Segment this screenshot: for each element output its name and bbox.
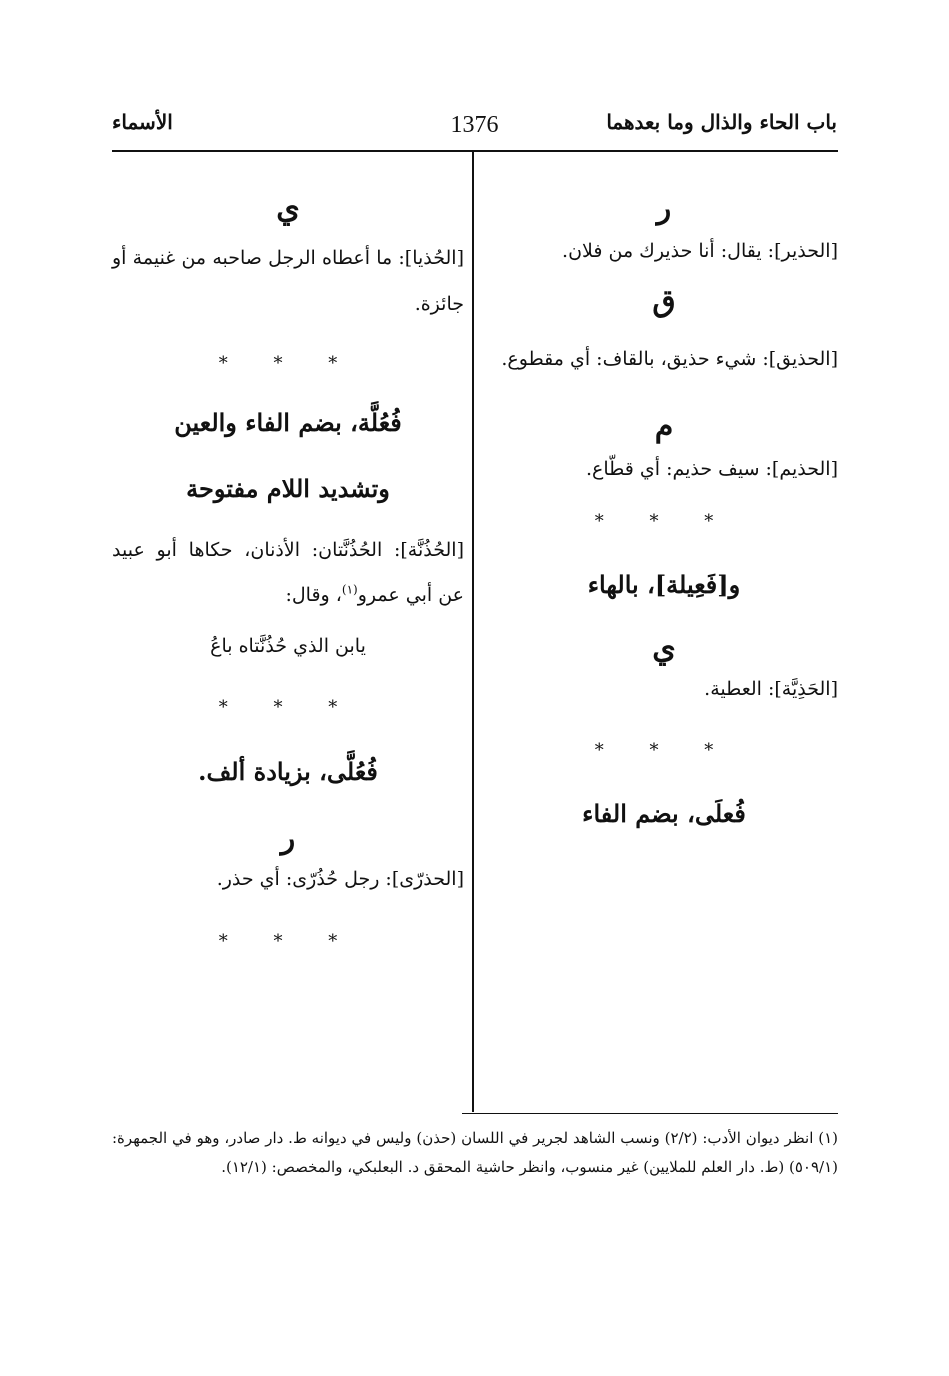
column-divider [472, 152, 474, 1112]
footnote: (١) انظر ديوان الأدب: (٢/٢) ونسب الشاهد لجرير في اللسان (حذن) وليس في ديوانه ط. دار صادر، وهو في الجمهرة: (٥٠٩/١) (ط. دار العلم للملايين) غير منسوب، وانظر حاشية المحقق د. البعلبكي، والمخصص: (١٢/١). [112, 1129, 838, 1176]
left-column [112, 180, 464, 954]
letter-heading-r: ر [280, 821, 296, 857]
entry-al-hudhurra: [الحذرّى]: رجل حُذُرّى: أي حذر. [216, 868, 464, 891]
entry-al-hudhunna-tail: ، وقال: [285, 584, 342, 607]
section-separator-stars: * * * [594, 510, 734, 532]
letter-heading-q: ق [652, 283, 676, 319]
section-separator-stars: * * * [594, 740, 734, 762]
entry-al-hadhiq: [الحذيق]: شيء حذيق، بالقاف: أي مقطوع. [501, 347, 838, 370]
section-separator-stars: * * * [218, 353, 358, 375]
letter-heading-y: ي [276, 191, 300, 226]
section-heading-fu-ulla-cont: وتشديد اللام مفتوحة [186, 473, 390, 503]
section-heading-fu-ulla-alif: فُعُلَّى، بزيادة ألف. [198, 756, 378, 786]
entry-al-hudhya: [الحُذيا]: ما أعطاه الرجل صاحبه من غنيمة أو جائزة. [112, 247, 464, 315]
entry-al-hudhunna-text: [الحُذُنَّة]: الحُذُنَّتان: الأذنان، حكاها أبو عبيد عن أبي عمرو [112, 538, 464, 607]
section-heading-fa-ila: و[فَعِيلة]، بالهاء [587, 569, 741, 599]
header-rule [112, 150, 838, 152]
running-head-section: الأسماء [112, 110, 173, 134]
letter-heading-y: ي [652, 630, 676, 666]
footnote-marker: (١) [341, 582, 358, 597]
running-head-chapter: باب الحاء والذال وما بعدهما [606, 110, 837, 134]
entry-al-hudhunna [112, 528, 464, 619]
letter-heading-r: ر [656, 191, 672, 226]
footnote-rule [462, 1113, 838, 1114]
section-heading-fu-ulla: فُعُلَّة، بضم الفاء والعين [174, 408, 402, 438]
entry-al-hadhiyya: [الحَذِيَّة]: العطية. [704, 677, 838, 700]
poetic-verse: يابن الذي حُذُنَّتاه باعُ [210, 634, 366, 657]
letter-heading-m: م [654, 409, 674, 445]
section-heading-fu-la: فُعلَى، بضم الفاء [582, 799, 746, 829]
page-number: 1376 [450, 112, 499, 138]
right-column [490, 180, 838, 831]
entry-al-hadhim: [الحذيم]: سيف حذيم: أي قطّاع. [586, 458, 838, 481]
entry-al-hadhir: [الحذير]: يقال: أنا حذيرك من فلان. [562, 240, 838, 262]
section-separator-stars: * * * [218, 930, 358, 952]
section-separator-stars: * * * [218, 697, 358, 719]
